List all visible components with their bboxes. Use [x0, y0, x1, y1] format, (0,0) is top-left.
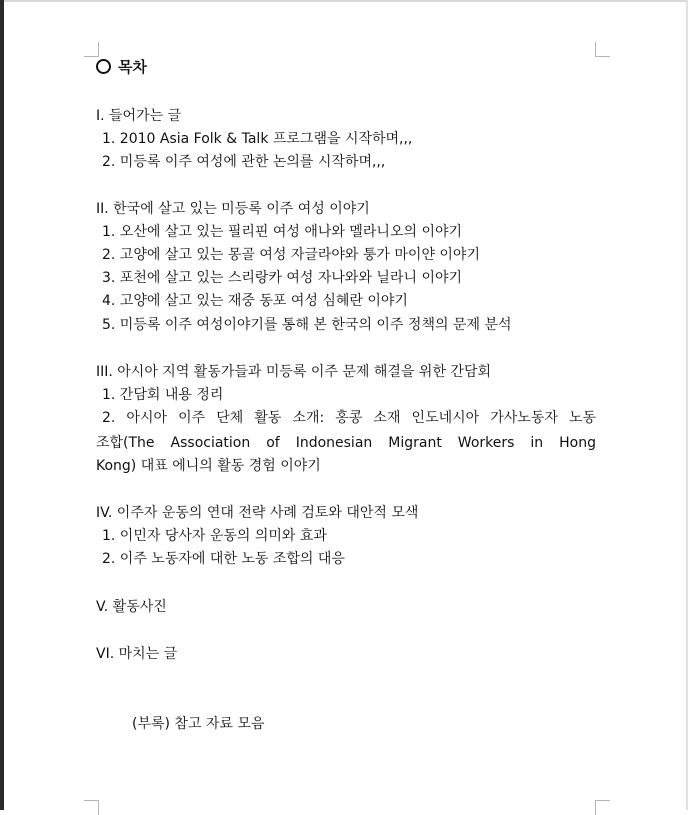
toc-heading — [96, 57, 596, 77]
section-3-item-1: 1. 간담회 내용 정리 — [102, 387, 224, 403]
section-2-item-5: 5. 미등록 이주 여성이야기를 통해 본 한국의 이주 정책의 문제 분석 — [102, 317, 512, 333]
margin-corner-bottom-left — [84, 800, 99, 815]
margin-corner-bottom-right — [595, 800, 610, 815]
section-2-item-4: 4. 고양에 살고 있는 재중 동포 여성 심혜란 이야기 — [102, 293, 408, 309]
section-3-item-2: 2. 아시아 이주 단체 활동 소개: 홍콩 소재 인도네시아 가사노동자 노동 — [102, 410, 596, 426]
section-3-item-2-cont: 조합(The Association of Indonesian Migrant Workers in Hong — [96, 435, 596, 451]
section-4-heading: IV. 이주자 운동의 연대 전략 사례 검토와 대안적 모색 — [96, 505, 419, 521]
circle-bullet-icon — [96, 59, 111, 74]
section-2-item-2: 2. 고양에 살고 있는 몽골 여성 자글라야와 퉁가 마이얀 이야기 — [102, 247, 480, 263]
toc-title: 목차 — [118, 58, 147, 76]
section-2-heading: II. 한국에 살고 있는 미등록 이주 여성 이야기 — [96, 201, 370, 217]
section-3-heading: III. 아시아 지역 활동가들과 미등록 이주 문제 해결을 위한 간담회 — [96, 364, 491, 380]
window-left-border — [0, 0, 4, 810]
section-1-item-1: 1. 2010 Asia Folk & Talk 프로그램을 시작하며,,, — [102, 131, 413, 147]
section-1-heading: I. 들어가는 글 — [96, 108, 182, 124]
section-2-item-3: 3. 포천에 살고 있는 스리랑카 여성 자나와와 닐라니 이야기 — [102, 270, 463, 286]
section-5-heading: V. 활동사진 — [96, 599, 167, 615]
section-1-item-2: 2. 미등록 이주 여성에 관한 논의를 시작하며,,, — [102, 154, 386, 170]
margin-corner-top-left — [84, 42, 99, 57]
appendix-line: (부록) 참고 자료 모음 — [132, 716, 265, 732]
section-4-item-1: 1. 이민자 당사자 운동의 의미와 효과 — [102, 528, 327, 544]
section-6-heading: VI. 마치는 글 — [96, 646, 178, 662]
section-3-item-2-end: Kong) 대표 에니의 활동 경험 이야기 — [96, 458, 321, 474]
window-top-border — [0, 0, 688, 2]
section-4-item-2: 2. 이주 노동자에 대한 노동 조합의 대응 — [102, 551, 345, 567]
margin-corner-top-right — [595, 42, 610, 57]
section-2-item-1: 1. 오산에 살고 있는 필리핀 여성 애나와 멜라니오의 이야기 — [102, 224, 463, 240]
